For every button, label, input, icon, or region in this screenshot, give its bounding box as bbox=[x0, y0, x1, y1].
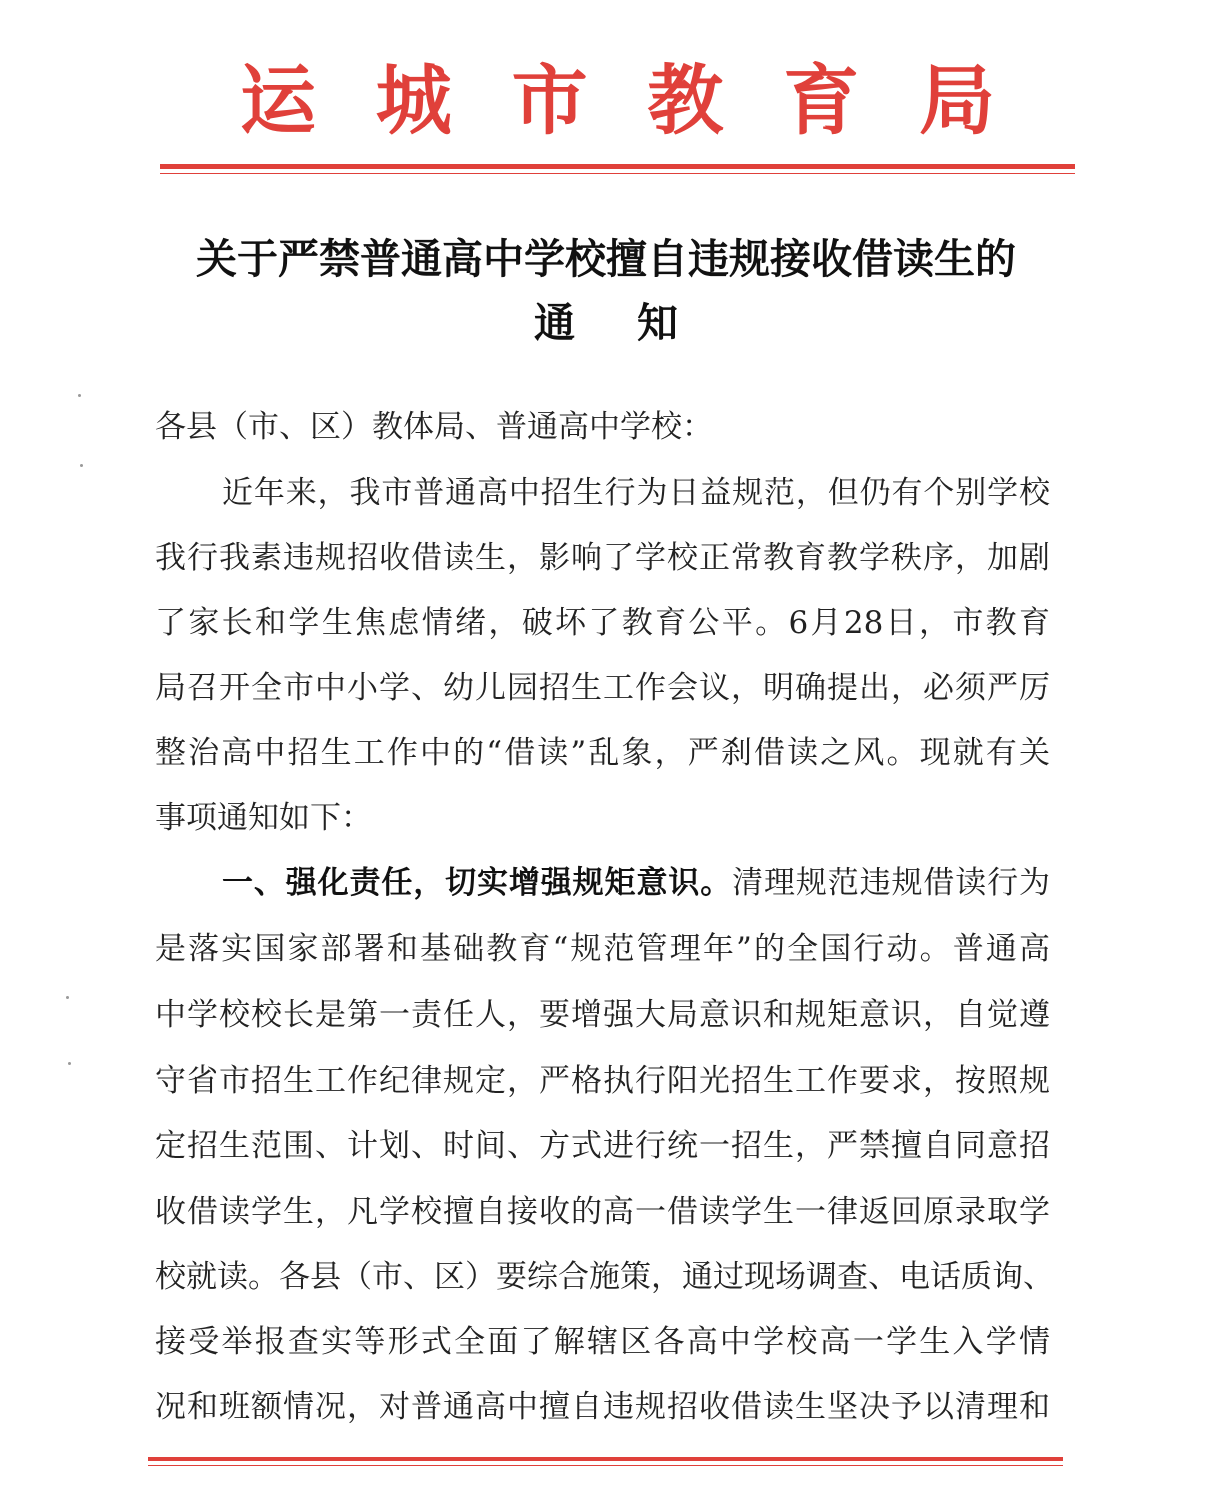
section-line: 中学校校长是第一责任人，要增强大局意识和规矩意识，自觉遵 bbox=[155, 997, 1050, 1033]
letterhead-char: 市 bbox=[511, 56, 588, 145]
section-line: 校就读。各县（市、区）要综合施策，通过现场调查、电话质询、 bbox=[155, 1259, 1054, 1295]
section-heading: 一、强化责任，切实增强规矩意识。 bbox=[222, 865, 733, 901]
footer-rule-thin bbox=[148, 1465, 1063, 1466]
paragraph-line: 我行我素违规招收借读生，影响了学校正常教育教学秩序，加剧 bbox=[155, 540, 1050, 576]
scan-speck bbox=[80, 464, 83, 467]
paragraph-line: 局召开全市中小学、幼儿园招生工作会议，明确提出，必须严厉 bbox=[155, 670, 1050, 706]
scan-speck bbox=[78, 394, 81, 397]
document-title-line2: 通知 bbox=[534, 299, 740, 347]
paragraph-line: 了家长和学生焦虑情绪，破坏了教育公平。6月28日，市教育 bbox=[155, 605, 1050, 641]
letterhead-char: 运 bbox=[240, 56, 316, 145]
paragraph-line: 事项通知如下： bbox=[155, 800, 372, 836]
footer-rule bbox=[148, 1457, 1063, 1461]
letterhead-char: 局 bbox=[918, 56, 995, 145]
section-line: 是落实国家部署和基础教育“规范管理年”的全国行动。普通高 bbox=[155, 931, 1050, 967]
section-line: 定招生范围、计划、时间、方式进行统一招生，严禁擅自同意招 bbox=[155, 1128, 1050, 1164]
letterhead-rule bbox=[160, 164, 1075, 169]
document-title-line1: 关于严禁普通高中学校擅自违规接收借读生的 bbox=[196, 235, 1016, 283]
scan-speck bbox=[68, 1062, 71, 1065]
salutation: 各县（市、区）教体局、普通高中学校： bbox=[155, 409, 713, 445]
letterhead-char: 教 bbox=[647, 56, 724, 145]
section-line: 守省市招生工作纪律规定，严格执行阳光招生工作要求，按照规 bbox=[155, 1063, 1050, 1099]
section-line: 收借读学生，凡学校擅自接收的高一借读学生一律返回原录取学 bbox=[155, 1194, 1050, 1230]
letterhead-char: 育 bbox=[783, 56, 860, 145]
section-line: 接受举报查实等形式全面了解辖区各高中学校高一学生入学情 bbox=[155, 1324, 1050, 1360]
letterhead-title bbox=[160, 56, 1075, 146]
letterhead-rule-thin bbox=[160, 173, 1075, 174]
paragraph-line: 整治高中招生工作中的“借读”乱象，严刹借读之风。现就有关 bbox=[155, 735, 1050, 771]
letterhead-char: 城 bbox=[375, 56, 452, 145]
section-line: 况和班额情况，对普通高中擅自违规招收借读生坚决予以清理和 bbox=[155, 1389, 1050, 1425]
section-first-line bbox=[222, 863, 1050, 903]
section-first-line-text: 清理规范违规借读行为 bbox=[732, 865, 1050, 901]
scan-speck bbox=[66, 996, 69, 999]
paragraph-line: 近年来，我市普通高中招生行为日益规范，但仍有个别学校 bbox=[222, 475, 1050, 511]
